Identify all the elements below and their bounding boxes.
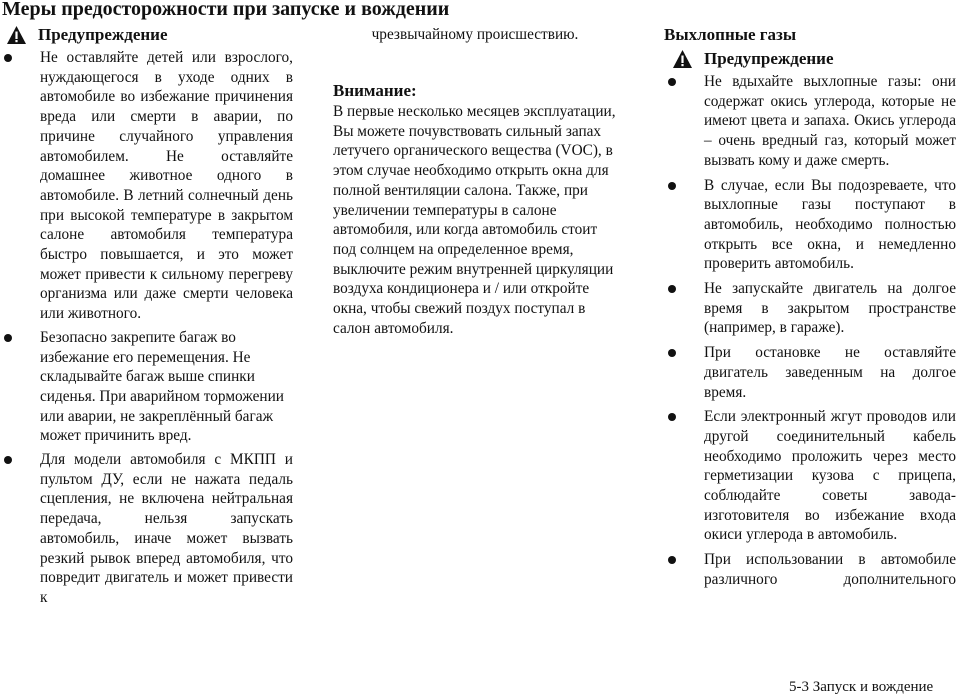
list-item-text: Не вдыхайте выхлопные газы: они содержат окись углерода, которые не имеют цвета и запаха. Окись углерода – очень вредный газ, который может вызвать кому и даже смерть. xyxy=(704,73,956,169)
column-middle xyxy=(333,25,617,338)
warning-list xyxy=(6,48,293,608)
bullet-dot-icon xyxy=(4,456,12,464)
warning-triangle-icon xyxy=(672,49,693,69)
list-item xyxy=(6,450,293,608)
bullet-dot-icon xyxy=(4,334,12,342)
list-item xyxy=(664,343,956,402)
warning-label: Предупреждение xyxy=(704,49,834,68)
list-item xyxy=(664,550,956,589)
attention-heading: Внимание: xyxy=(333,81,417,100)
bullet-dot-icon xyxy=(668,182,676,190)
column-left xyxy=(6,24,293,610)
attention-text: В первые несколько месяцев эксплуатации, Вы можете почувствовать сильный запах летучего органического вещества (VOC), в этом случае необходимо открыть окна для полной вентиляции салона. Также, при увеличении температуры в салоне автомобиля, или когда автомобиль стоит под солнцем на определенное время, выключите режим внутренней циркуляции воздуха кондиционера и / или откройте окна, чтобы свежий поздух поступал в салон автомобиля. xyxy=(333,103,616,337)
list-item xyxy=(664,176,956,275)
bullet-dot-icon xyxy=(668,78,676,86)
page-footer: 5-3 Запуск и вождение xyxy=(789,679,934,695)
bullet-dot-icon xyxy=(4,54,12,62)
bullet-dot-icon xyxy=(668,285,676,293)
list-item-text: В случае, если Вы подозреваете, что выхлопные газы поступают в автомобиль, необходимо полностью открыть все окна, и немедленно проверить автомобиль. xyxy=(704,176,956,273)
bullet-dot-icon xyxy=(668,413,676,421)
page-title: Меры предосторожности при запуске и вождении xyxy=(2,0,450,20)
column-right xyxy=(664,24,956,592)
continuation-text: чрезвычайному происшествию. xyxy=(371,26,579,43)
warning-triangle-icon xyxy=(6,25,27,45)
list-item-text: При использовании в автомобиле различного дополнительного xyxy=(704,551,956,588)
warning-heading xyxy=(6,24,293,46)
list-item-text: Безопасно закрепите багаж во избежание его перемещения. Не складывайте багаж выше спинки сиденья. При аварийном торможении или аварии, не закреплённый багаж может причинить вред. xyxy=(40,328,284,445)
warning-heading xyxy=(664,48,956,70)
list-item xyxy=(664,72,956,171)
list-item-text: Для модели автомобиля с МКПП и пультом ДУ, если не нажата педаль сцепления, не включена нейтральная передача, нельзя запускать автомобиль, иначе может вызвать резкий рывок вперед автомобиля, что повредит двигатель и может привести к xyxy=(40,451,293,606)
list-item-text: Не оставляйте детей или взрослого, нуждающегося в уходе одних в автомобиле во избежание причинения вреда или смерти в аварии, по причине случайного управления автомобилем. Не оставляйте домашнее животное одного в автомобиле. В летний солнечный день при высокой температуре в закрытом салоне автомобиля температура быстро повышается, и это может может привести к сильному перегреву организма или даже смерти человека или животного. xyxy=(40,49,293,323)
list-item-text: При остановке не оставляйте двигатель заведенным на долгое время. xyxy=(704,344,956,401)
section-title: Выхлопные газы xyxy=(664,25,797,44)
list-item xyxy=(6,328,293,446)
list-item xyxy=(664,279,956,338)
list-item xyxy=(6,48,293,324)
exhaust-warning-list xyxy=(664,72,956,590)
list-item-text: Не запускайте двигатель на долгое время в закрытом пространстве (например, в гараже). xyxy=(704,280,956,337)
bullet-dot-icon xyxy=(668,349,676,357)
warning-label: Предупреждение xyxy=(38,25,168,44)
list-item xyxy=(664,407,956,545)
bullet-dot-icon xyxy=(668,556,676,564)
list-item-text: Если электронный жгут проводов или другой соединительный кабель необходимо проложить через место герметизации кузова с прицепа, соблюдайте советы завода-изготовителя во избежание входа окиси углерода в автомобиль. xyxy=(704,408,956,544)
